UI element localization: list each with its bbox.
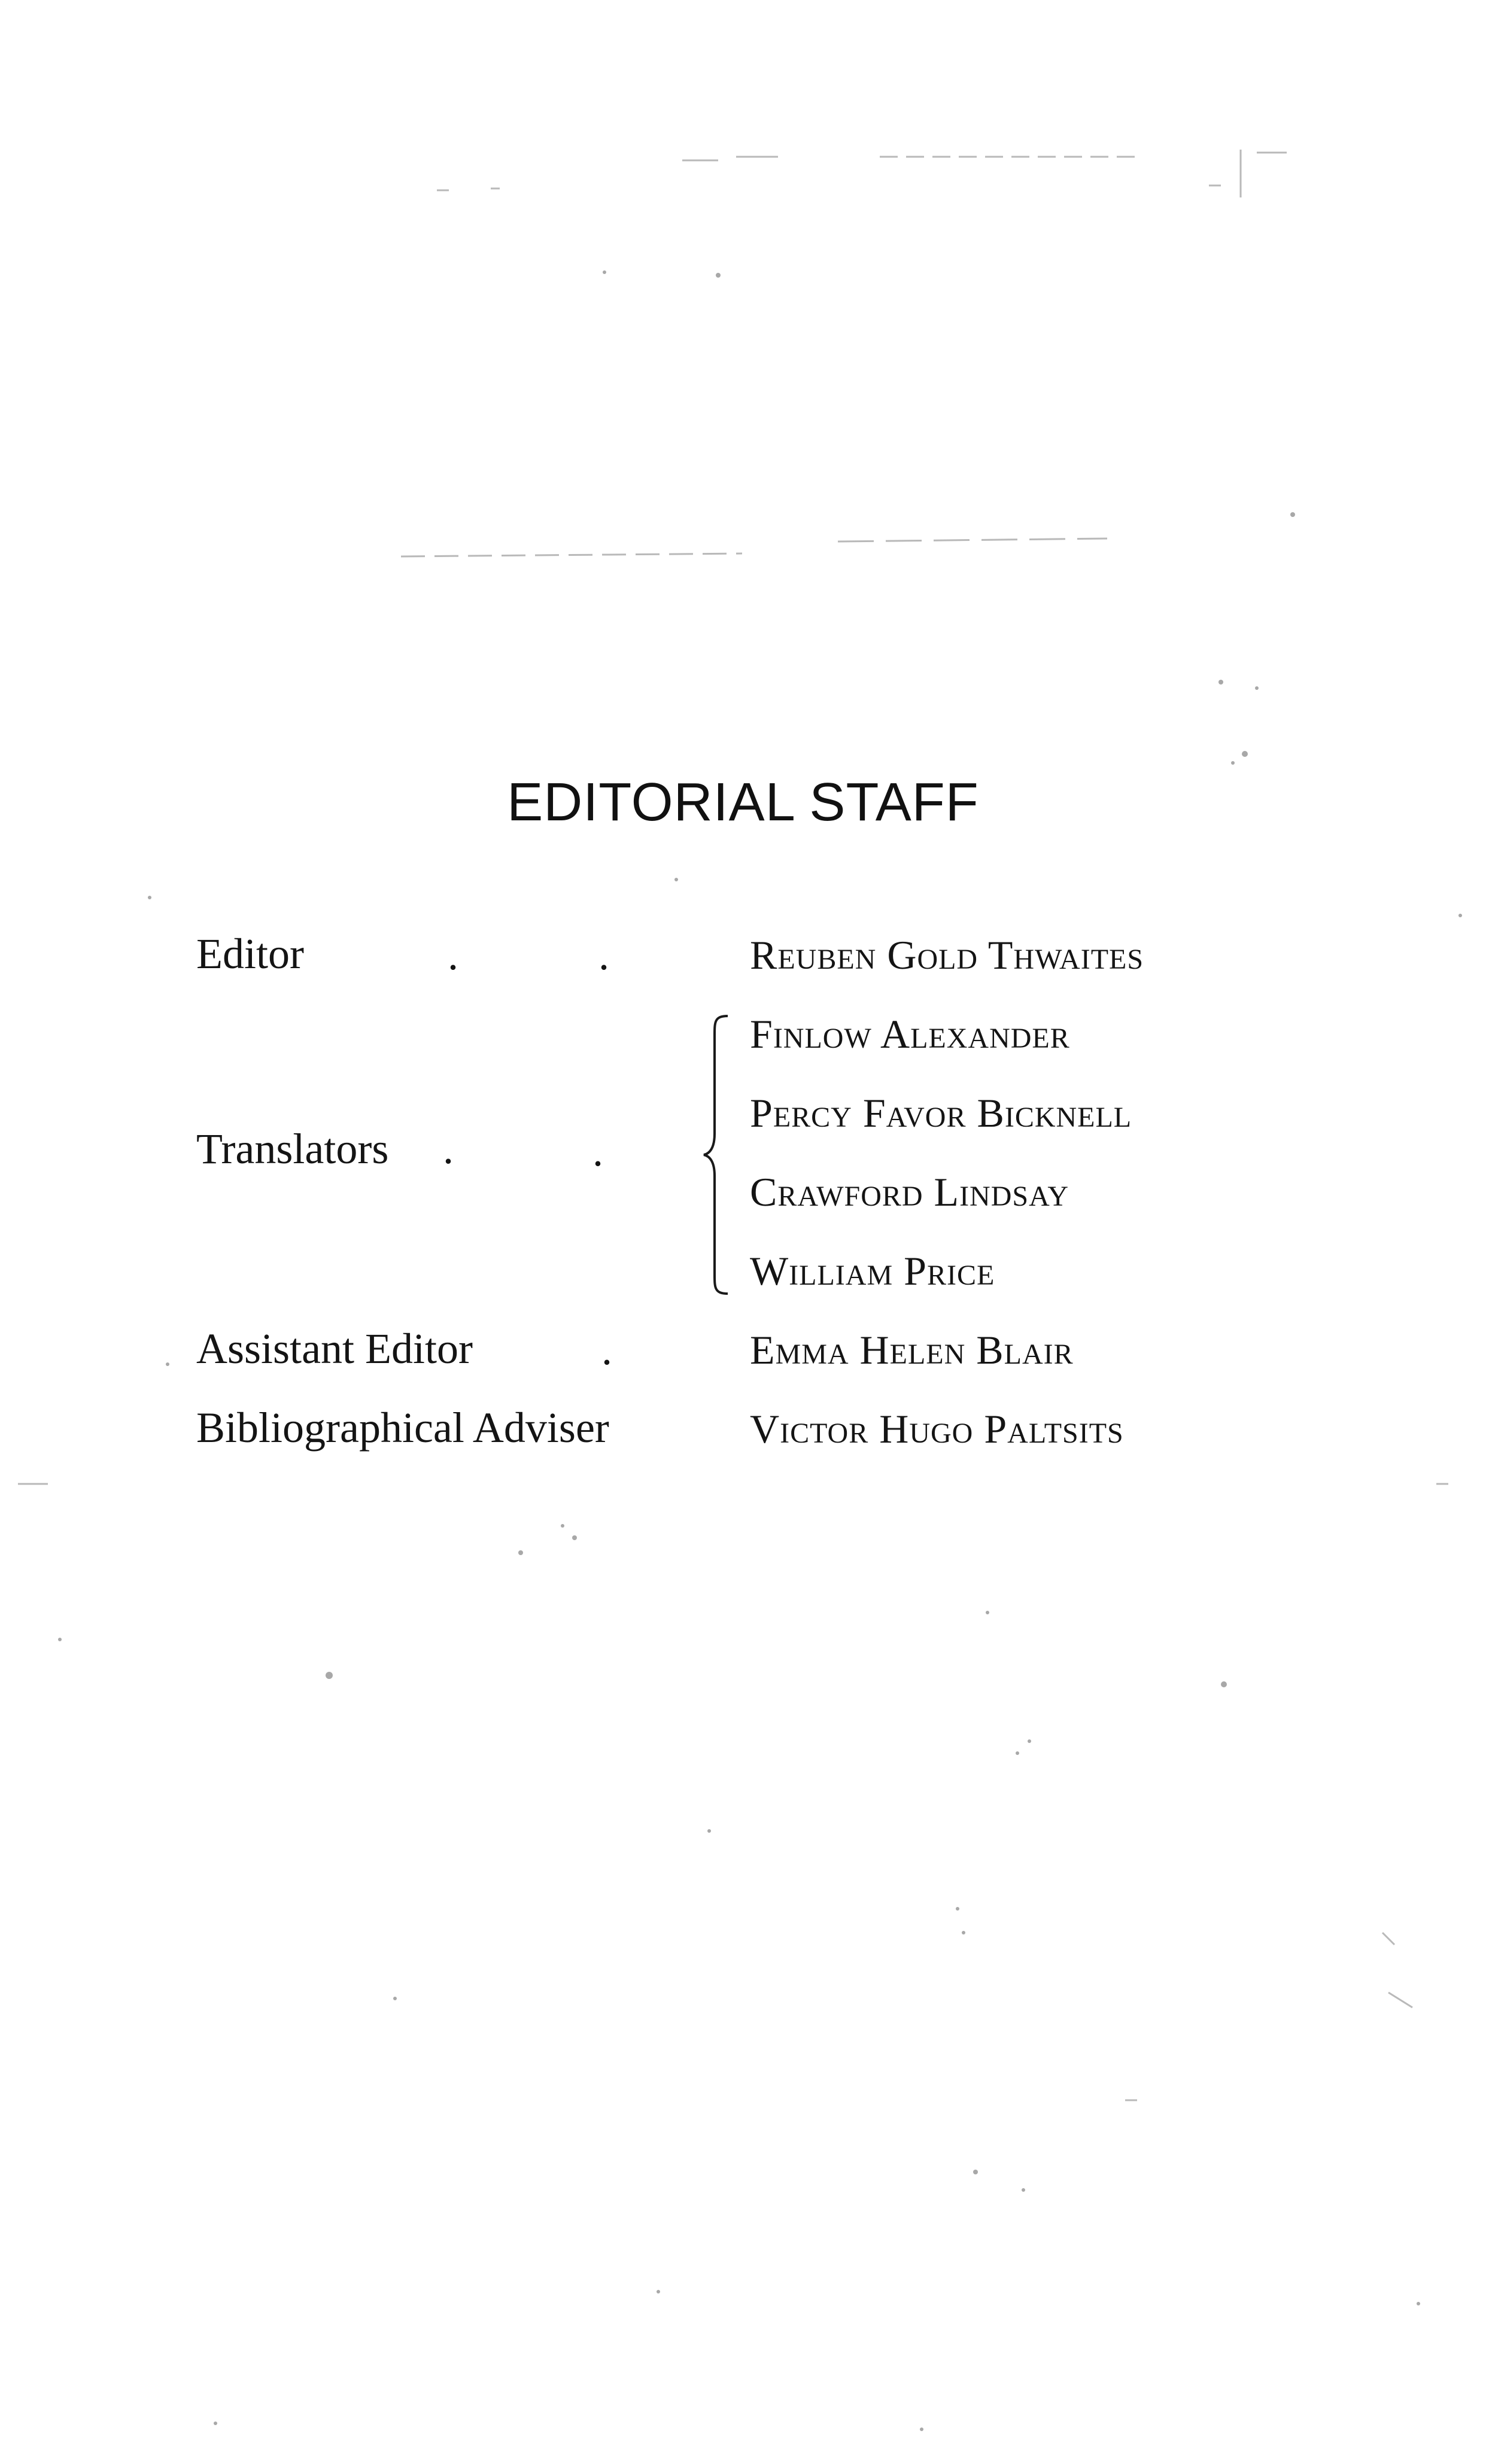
page-heading: EDITORIAL STAFF [507, 772, 979, 832]
leader-dot: . [601, 1326, 612, 1374]
name-assistant-editor: Emma Helen Blair [750, 1327, 1074, 1373]
leader-dot: . [448, 931, 458, 979]
name-editor: Reuben Gold Thwaites [750, 932, 1144, 978]
role-translators: Translators [196, 1125, 389, 1173]
translators-brace [701, 1011, 731, 1298]
role-editor: Editor [196, 930, 304, 978]
role-bibliographical-adviser: Bibliographical Adviser [196, 1404, 609, 1452]
name-bibliographical-adviser: Victor Hugo Paltsits [750, 1406, 1124, 1452]
name-translator-2: Percy Favor Bicknell [750, 1090, 1132, 1136]
name-translator-4: William Price [750, 1248, 995, 1294]
name-translator-3: Crawford Lindsay [750, 1169, 1069, 1215]
name-translator-1: Finlow Alexander [750, 1011, 1070, 1057]
leader-dot: . [592, 1127, 603, 1175]
leader-dot: . [443, 1125, 454, 1173]
leader-dot: . [598, 931, 609, 979]
role-assistant-editor: Assistant Editor [196, 1325, 473, 1373]
